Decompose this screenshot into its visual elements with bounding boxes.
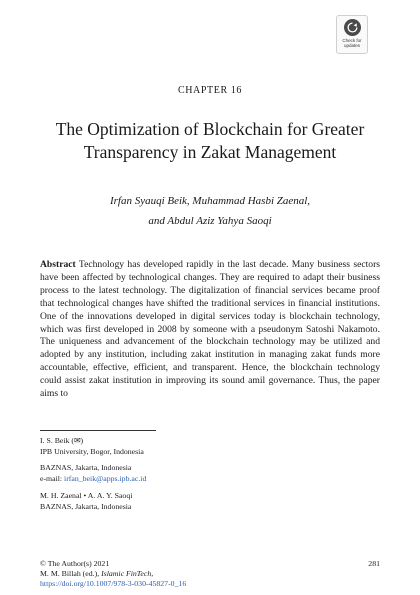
author1-affiliation [40, 436, 340, 457]
affiliation-baznas-2: BAZNAS, Jakarta, Indonesia [40, 501, 132, 511]
author-list [60, 191, 360, 231]
check-for-updates-badge[interactable] [336, 15, 368, 54]
copyright: © The Author(s) 2021 [40, 559, 110, 568]
editor: M. M. Billah (ed.), [40, 569, 100, 579]
author1-second-affiliation [40, 463, 340, 484]
coauthors-names: M. H. Zaenal • A. A. Y. Saoqi [40, 491, 133, 500]
authors-line-1: Irfan Syauqi Beik, Muhammad Hasbi Zaenal, [109, 195, 311, 207]
page-number: 281 [368, 559, 380, 568]
check-updates-label: Check for updates [342, 38, 362, 48]
chapter-title [40, 118, 380, 164]
email-line [40, 474, 340, 485]
chapter-label: CHAPTER 16 [177, 85, 243, 96]
abstract-heading: Abstract [40, 259, 76, 270]
affiliation-baznas: BAZNAS, Jakarta, Indonesia [40, 463, 132, 472]
title-line-2: Transparency in Zakat Management [83, 142, 337, 162]
doi-link[interactable]: https://doi.org/10.1007/978-3-030-45827-0_16 [40, 579, 187, 589]
footnote-divider [40, 430, 156, 431]
page-footer [40, 559, 380, 590]
affiliation-ipb: IPB University, Bogor, Indonesia [40, 446, 144, 456]
coauthors-affiliation [40, 491, 340, 512]
title-line-1: The Optimization of Blockchain for Greater [55, 119, 365, 139]
book-title: Islamic FinTech, [101, 569, 154, 579]
check-updates-icon [344, 19, 361, 36]
author1-name: I. S. Beik (✉) [40, 436, 84, 445]
citation-line [40, 569, 380, 579]
abstract-text: Technology has developed rapidly in the last decade. Many business sectors have been affected by technological changes. They are required to adapt their business process to the latest technology. The digitalization of financial services became proof that technological changes have shifted the traditional services in financial institutions. One of the innovations developed in digital services today is blockchain technology, which was first developed in 2008 by someone with a pseudonym Satoshi Nakamoto. The uniqueness and advancement of the blockchain technology may be utilized and adopted by any institution, including zakat institution in managing zakat funds more accountable, effective, efficient, and transparent. Hence, the blockchain technology could assist zakat institution in improving its sound amil governance. Thus, the paper aims to [40, 259, 381, 400]
email-link[interactable]: irfan_beik@apps.ipb.ac.id [64, 473, 147, 483]
abstract [40, 259, 380, 401]
authors-line-2: and Abdul Aziz Yahya Saoqi [148, 215, 272, 227]
email-label: e-mail: [40, 473, 63, 483]
